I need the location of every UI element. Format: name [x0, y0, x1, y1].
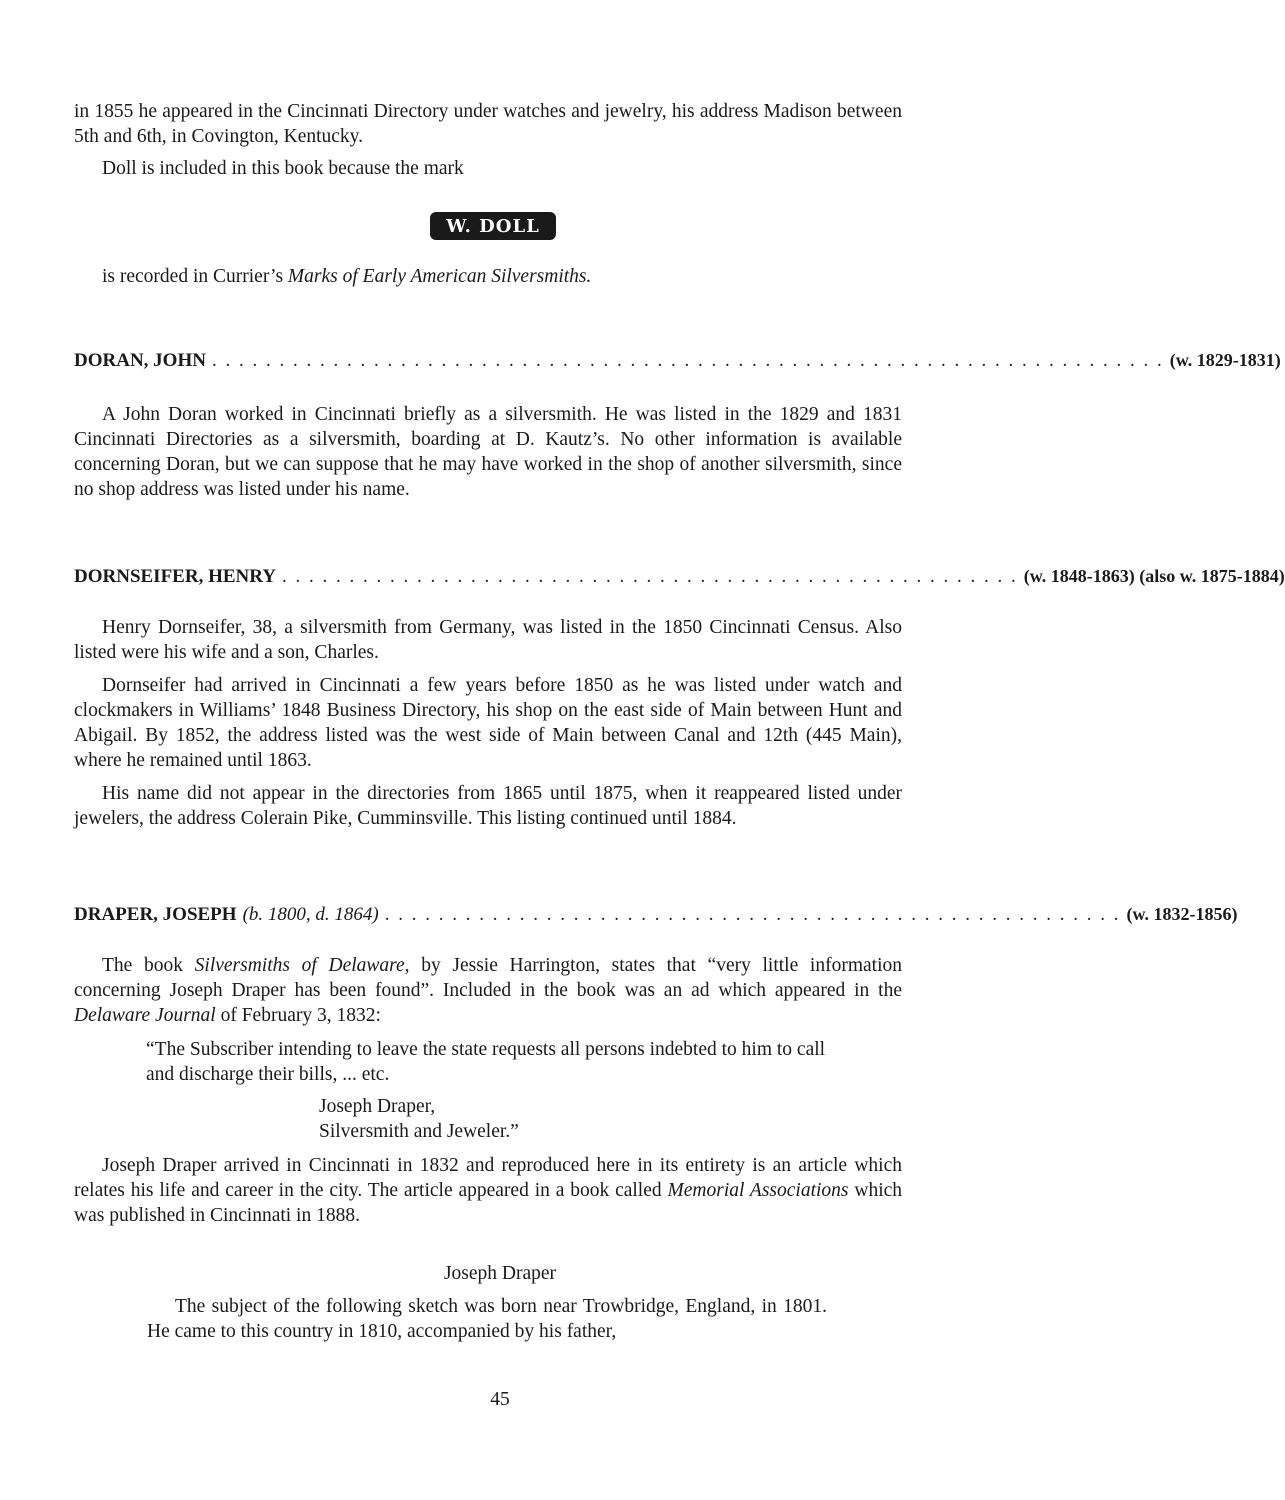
maker-mark-stamp: W. DOLL [430, 212, 556, 240]
intro-mark-sentence: Doll is included in this book because the mark [102, 158, 464, 179]
entry-dates: (w. 1832-1856) [1126, 904, 1238, 924]
entry-name: DORNSEIFER, HENRY [74, 566, 277, 587]
entry-name: DRAPER, JOSEPH [74, 904, 237, 925]
dornseifer-paragraph-2: Dornseifer had arrived in Cincinnati a few years before 1850 as he was listed under watch and clockmakers in Williams’ 1848 Business Directory, his shop on the east side of Main between Hunt and Abigail. By 1852, the address listed was the west side of Main between Canal and 12th (445 Main), where he remained until 1863. [74, 675, 902, 771]
leader-dots: . . . . . . . . . . . . . . . . . . . . . . . . . . . . . . . . . . . . . . . . . . . . . . . . . . . . . . . [384, 904, 1121, 925]
quote-signature-title: Silversmith and Jeweler.” [319, 1121, 519, 1142]
page-number: 45 [490, 1389, 510, 1410]
draper-paragraph-2 [74, 1153, 902, 1228]
intro-currier-text: is recorded in Currier’s [102, 266, 288, 287]
leader-dots: . . . . . . . . . . . . . . . . . . . . . . . . . . . . . . . . . . . . . . . . . . . . . . . . . . . . . . . [282, 566, 1018, 587]
dornseifer-paragraph-1: Henry Dornseifer, 38, a silversmith from Germany, was listed in the 1850 Cincinnati Census. Also listed were his wife and a son, Charles. [74, 617, 902, 663]
draper-ad-quote: “The Subscriber intending to leave the state requests all persons indebted to him to call and discharge their bills, ... etc. [146, 1039, 826, 1085]
entry-heading-dornseifer [74, 566, 1285, 592]
draper-p1-text-c: of February 3, 1832: [215, 1005, 381, 1026]
draper-paragraph-1 [74, 953, 902, 1028]
dornseifer-paragraph-3: His name did not appear in the directories from 1865 until 1875, when it reappeared listed under jewelers, the address Colerain Pike, Cumminsville. This listing continued until 1884. [74, 783, 902, 829]
leader-dots: . . . . . . . . . . . . . . . . . . . . . . . . . . . . . . . . . . . . . . . . . . . . . . . . . . . . . . . . . . . . . . . . . . . . . . . [211, 350, 1164, 371]
draper-book-title: Silversmiths of Delaware, [194, 955, 410, 976]
draper-p1-text-b: by Jessie Harrington, states that “very little information concerning Joseph Draper has been found”. Included in the book was an ad which appeared in the [74, 955, 902, 1001]
sketch-title: Joseph Draper [443, 1263, 557, 1284]
quote-signature-name: Joseph Draper, [319, 1096, 436, 1117]
currier-book-title: Marks of Early American Silversmiths. [287, 266, 592, 287]
draper-p2-text-a: Joseph Draper arrived in Cincinnati in 1832 and reproduced here in its entirety is an article which relates his life and career in the city. The article appeared in a book called [74, 1155, 902, 1201]
intro-currier-sentence [74, 264, 902, 289]
entry-heading-doran [74, 350, 1281, 376]
entry-dates: (w. 1829-1831) [1169, 350, 1281, 370]
memorial-book-title: Memorial Associations [667, 1180, 849, 1201]
draper-journal-title: Delaware Journal [74, 1005, 216, 1026]
intro-paragraph: in 1855 he appeared in the Cincinnati Directory under watches and jewelry, his address Madison between 5th and 6th, in Covington, Kentucky. [74, 101, 902, 147]
draper-p1-text-a: The book [102, 955, 195, 976]
entry-life-dates: (b. 1800, d. 1864) [242, 904, 379, 925]
entry-heading-draper [74, 904, 1238, 930]
draper-p2-text-b: which was published in Cincinnati in 1888. [74, 1180, 903, 1226]
entry-dates: (w. 1848-1863) (also w. 1875-1884) [1023, 566, 1285, 586]
sketch-paragraph: The subject of the following sketch was born near Trowbridge, England, in 1801. He came to this country in 1810, accompanied by his father, [147, 1296, 827, 1342]
doran-paragraph: A John Doran worked in Cincinnati briefly as a silversmith. He was listed in the 1829 and 1831 Cincinnati Directories as a silversmith, boarding at D. Kautz’s. No other information is available concerning Doran, but we can suppose that he may have worked in the shop of another silversmith, since no shop address was listed under his name. [74, 404, 902, 500]
entry-name: DORAN, JOHN [74, 350, 206, 371]
